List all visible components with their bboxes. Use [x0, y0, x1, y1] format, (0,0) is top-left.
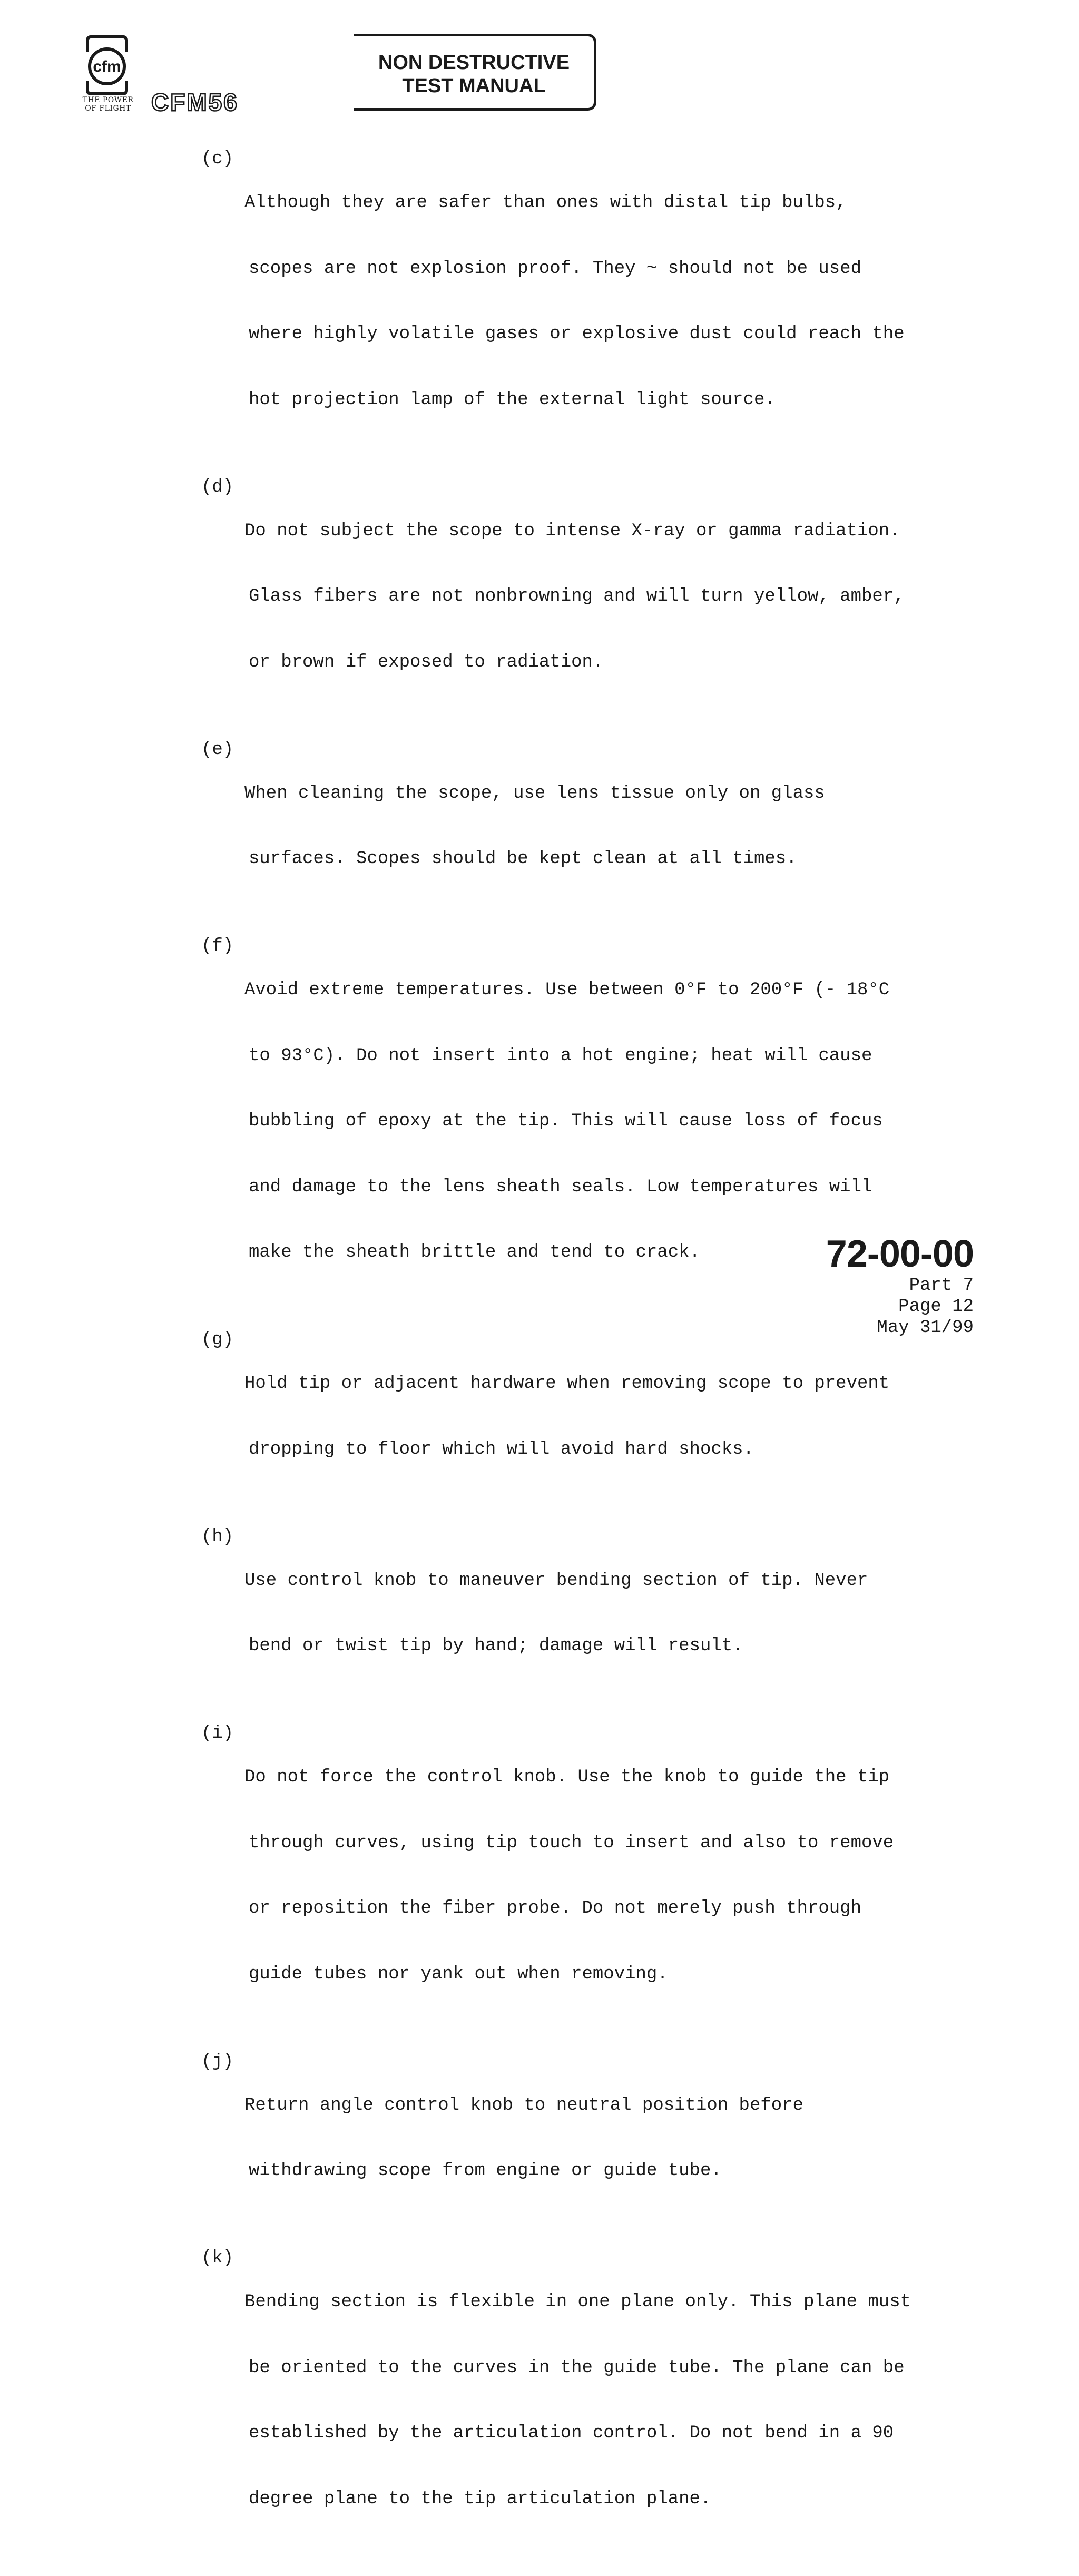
page-footer [826, 1233, 974, 1338]
item-text [244, 1329, 1023, 1504]
manual-title-line-1: NON DESTRUCTIVE [378, 52, 570, 74]
item-letter: (d) [201, 477, 234, 497]
item-line: bubbling of epoxy at the tip. This will cause loss of focus [249, 1111, 883, 1131]
document-number: 72-00-00 [826, 1233, 974, 1275]
item-line: where highly volatile gases or explosive dust could reach the [249, 324, 905, 344]
cfm-logo-icon [83, 35, 131, 98]
item-line: Bending section is flexible in one plane only. This plane must [244, 2292, 911, 2312]
item-line: Do not force the control knob. Use the knob to guide the tip [244, 1767, 890, 1787]
item-line: hot projection lamp of the external light source. [249, 389, 776, 410]
item-line: When cleaning the scope, use lens tissue only on glass [244, 783, 825, 804]
list-item [201, 1526, 1023, 1701]
item-text [244, 149, 1023, 455]
item-line: Although they are safer than ones with distal tip bulbs, [244, 193, 847, 213]
item-line: through curves, using tip touch to insert and also to remove [249, 1833, 894, 1853]
item-line: scopes are not explosion proof. They ~ should not be used [249, 258, 861, 279]
item-line: to 93°C). Do not insert into a hot engine; heat will cause [249, 1045, 872, 1066]
item-line: make the sheath brittle and tend to crack. [249, 1242, 700, 1262]
list-item [201, 149, 1023, 455]
cfm-logo-text: cfm [93, 58, 121, 75]
page-number: Page 12 [898, 1297, 974, 1317]
item-line: dropping to floor which will avoid hard shocks. [249, 1439, 754, 1460]
item-line: Do not subject the scope to intense X-ray or gamma radiation. [244, 521, 900, 541]
item-line: and damage to the lens sheath seals. Low temperatures will [249, 1177, 872, 1197]
item-text [244, 1723, 1023, 2029]
list-item [201, 739, 1023, 914]
item-line: guide tubes nor yank out when removing. [249, 1964, 668, 1984]
item-line: or brown if exposed to radiation. [249, 652, 604, 672]
item-line: bend or twist tip by hand; damage will result. [249, 1636, 743, 1656]
item-text [244, 477, 1023, 718]
item-line: or reposition the fiber probe. Do not merely push through [249, 1898, 861, 1918]
manual-title-line-2: TEST MANUAL [402, 75, 546, 97]
item-letter: (k) [201, 2248, 234, 2268]
revision-date: May 31/99 [877, 1318, 974, 1338]
item-line: Hold tip or adjacent hardware when removing scope to prevent [244, 1374, 890, 1394]
part-label: Part 7 [909, 1276, 974, 1296]
item-text [244, 1526, 1023, 1701]
manual-title [354, 51, 594, 97]
item-line: degree plane to the tip articulation plane. [249, 2489, 711, 2509]
tagline-line-1: THE POWER [82, 96, 134, 104]
item-letter: (h) [201, 1526, 234, 1547]
item-line: withdrawing scope from engine or guide tube. [249, 2161, 722, 2181]
procedure-list [201, 149, 1023, 2576]
item-letter: (j) [201, 2051, 234, 2072]
item-line: Glass fibers are not nonbrowning and will turn yellow, amber, [249, 586, 905, 606]
cfm56-text: CFM56 [151, 91, 239, 115]
list-item [201, 1723, 1023, 2029]
item-line: be oriented to the curves in the guide tube. The plane can be [249, 2357, 905, 2378]
item-letter: (g) [201, 1330, 234, 1350]
cfm56-engine-mark [150, 91, 287, 115]
item-line: Return angle control knob to neutral position before [244, 2095, 803, 2115]
item-text [244, 2051, 1023, 2226]
list-item [201, 477, 1023, 718]
item-text [244, 2248, 1023, 2554]
logo-tagline [79, 96, 137, 113]
item-letter: (f) [201, 936, 234, 956]
item-line: established by the articulation control. Do not bend in a 90 [249, 2423, 894, 2443]
item-text [244, 739, 1023, 914]
item-line: Use control knob to maneuver bending section of tip. Never [244, 1570, 868, 1591]
item-letter: (c) [201, 149, 234, 169]
item-line: surfaces. Scopes should be kept clean at all times. [249, 849, 797, 869]
item-line: Avoid extreme temperatures. Use between 0°F to 200°F (- 18°C [244, 980, 890, 1000]
list-item [201, 2051, 1023, 2226]
list-item [201, 2248, 1023, 2554]
manual-title-box [354, 34, 596, 111]
item-letter: (e) [201, 739, 234, 760]
tagline-line-2: OF FLIGHT [85, 104, 131, 113]
item-letter: (i) [201, 1723, 234, 1744]
list-item [201, 1329, 1023, 1504]
